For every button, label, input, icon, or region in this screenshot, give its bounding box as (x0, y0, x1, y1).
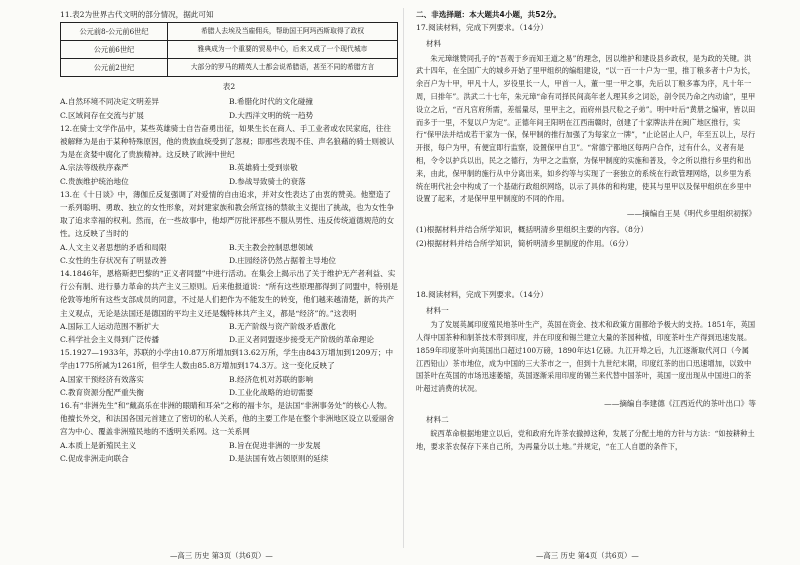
q15-stem: 15.1927—1933年，苏联的小学由10.87万所增加到13.62万所，学生由843万增加到1209万；中学由1775所减为1261所，但学生人数由85.8万增加到174.3万。这一变化反映了 (60, 348, 394, 371)
option-a[interactable]: A.本质上是新殖民主义 (60, 440, 137, 450)
option-c[interactable]: C.科学社会主义得到广泛传播 (60, 335, 160, 345)
material-source: ——摘编自王昊《明代乡里组织初探》 (626, 209, 756, 219)
q12-options (60, 161, 398, 187)
option-d[interactable]: D.工业化战略的迫切需要 (229, 387, 314, 397)
table-cell-desc: 希腊人去埃及当雇佣兵，帮助国王阿玛西斯取得了政权 (168, 23, 398, 41)
q13-stem: 13.在《十日谈》中，薄伽丘反复强调了对爱情的自由追求，并对女性表达了由衷的赞美。他塑造了一系列聪明、勇敢、独立的女性形象，对封建家族和教会所宣扬的禁欲主义提出了挑战，也为女性争取了追求幸福的权利。然而，在一些故事中，他却严厉批评那些不服从男性、违反传统道德规范的女性。这反映了当时的 (60, 189, 395, 239)
material-label: 材料二 (426, 415, 449, 425)
left-column (60, 8, 398, 465)
option-b[interactable]: B.希腊化时代的文化碰撞 (229, 97, 313, 107)
material-label: 材料 (426, 39, 442, 49)
option-b[interactable]: B.天主教会控制思想领域 (229, 242, 313, 252)
option-a[interactable]: A.国际工人运动范围不断扩大 (60, 321, 160, 331)
q13-options (60, 241, 398, 267)
option-d[interactable]: D.大西洋文明的统一趋势 (229, 110, 314, 120)
option-b[interactable]: B.英雄骑士受到崇敬 (229, 163, 298, 173)
option-a[interactable]: A.国家干预经济有效落实 (60, 374, 144, 384)
q12-stem: 12.在骑士文学作品中，某些英雄骑士自告奋勇出征，如果生长在商人、手工业者或农民家庭，往往被解释为是由于某种特殊原因，他的贵族血统受到了忽视；即那些表现不佳、声名狼藉的骑士则被认为是在贪婪中腐化了贵族精神。这反映了欧洲中世纪 (60, 123, 395, 160)
page-footer-left: —高三 历史 第3页（共6页）— (170, 551, 273, 560)
section-heading: 二、非选择题：本大题共4小题，共52分。 (416, 10, 561, 19)
q11-stem: 11.表2为世界古代文明的部分情况，据此可知 (60, 10, 214, 19)
option-c[interactable]: C.教育资源分配严重失衡 (60, 387, 144, 397)
q14-stem: 14.1846年，恩格斯把巴黎的“正义者同盟”中进行活动。在集会上揭示出了关于维护无产者利益、实行公有制、进行暴力革命的共产主义三原则。后来他报道说：“所有这些原理都得到了同盟中，特别是伦敦等地所有这些支部成员的同意，不过是人们把作为不能发生的转变，他们越来越清楚，新的共产主义观点，无论是法国还是德国的平均主义还是魏特林共产主义，都是“经济”的。”这表明 (60, 269, 399, 318)
q17-stem: 17.阅读材料，完成下列要求。（14分） (416, 23, 548, 33)
material-source: ——摘编自李建德《江西近代的茶叶出口》等 (604, 398, 756, 408)
option-d[interactable]: D.正义者同盟逐步接受无产阶级的革命理论 (229, 335, 374, 345)
table-cell-desc: 大部分的罗马的精英人士都会说希腊语，甚至不同的希腊方言 (168, 59, 398, 77)
material-label: 材料一 (426, 305, 449, 315)
q18-stem: 18.阅读材料，完成下列要求。（14分） (416, 289, 548, 299)
option-a[interactable]: A.人文主义者思想的矛盾和局限 (60, 242, 167, 252)
q15-options (60, 373, 398, 399)
answer-space[interactable] (416, 250, 756, 288)
table-caption: 表2 (222, 82, 236, 92)
option-c[interactable]: C.女性的生存状况有了明显改善 (60, 255, 167, 265)
q14-options (60, 320, 398, 346)
option-b[interactable]: B.旨在促进非洲的一步发展 (229, 440, 321, 450)
option-c[interactable]: C.贵族维护统治地位 (60, 176, 129, 186)
table-row (61, 23, 398, 41)
q17-material: 朱元璋继赞同孔子的“吾观于乡而知王道之易”的理念，因以维护和建设县乡政权，是为政的关键。洪武十四年，在全国广大的城乡开始了里甲组织的编组建设，“以一百一十户为一里，推丁粮多者十户为长，余百户为十甲，甲凡十人，岁役里长一人，甲首一人，董一里一甲之事，先后以丁粮多寡为序，凡十年一周，曰排年”。洪武二十七年，朱元璋“命有司择民间高年老人理其乡之词讼，剖令民乃命之内动谕”，里甲设立之后，“百凡官府所需，差徭量尽，里甲主之，而府州县尺粒之子弟”。明中叶后“黄册之编审，皆以田而多于一里，不复以户为定”。正德年间王阳明在江西南赣时，创建了十家牌法并在闽广地区推行，实行“保甲法并结成若干家为一保，保甲制的推行加强了为每家立一牌”，“止论居止人户，年至五以上，尽行开报，每户为甲，有便宜即行监察，设置保甲自卫”。“常德宁都地区每两户合作，过有什么，义者有是相，令令以护兵以出，民之之德行，为甲之之监察，为保甲制度的实施和普及，令之所以推行乡里约和出来，由此，保甲制的施行从中分离出来，如乡约等与实现了一套独立的系统在行政管理网络，以乡里为系统在明代社会中构成了一个基础行政组织网络，以示了具体的和构建，使其与里甲以及保甲组织在乡里中设置了起来，才是保甲里甲制度的不同的作用。 (416, 53, 756, 204)
option-d[interactable]: D.参战导致骑士的衰落 (229, 176, 306, 186)
table-2 (60, 22, 398, 77)
option-b[interactable]: B.经济危机对苏联的影响 (229, 374, 313, 384)
table-row (61, 59, 398, 77)
option-c[interactable]: C.促成非洲走向联合 (60, 453, 129, 463)
q17-subquestion-2: (2)根据材料并结合所学知识，简析明清乡里制度的作用。（6分） (416, 238, 633, 248)
q17-subquestion-1: (1)根据材料并结合所学知识，概括明清乡里组织主要的内容。（8分） (416, 225, 649, 235)
option-d[interactable]: D.是法国有效占领原则的延续 (229, 453, 329, 463)
column-divider (403, 8, 404, 548)
page-footer-right: —高三 历史 第4页（共6页）— (536, 551, 639, 560)
table-cell-era: 公元前6世纪 (61, 41, 168, 59)
option-a[interactable]: A.自然环境不同决定文明差异 (60, 97, 160, 107)
table-row (61, 41, 398, 59)
table-cell-era: 公元前8-公元前6世纪 (61, 23, 168, 41)
option-a[interactable]: A.宗法等级秩序森严 (60, 163, 129, 173)
right-column (416, 8, 756, 454)
q18-material-1: 为了发展英属印度殖民地茶叶生产，英国在资金、技术和政策方面都给予极大的支持。1851年，英国人得中国茶种和制茶技术带到印度，并在印度和锡兰建立大量的茶园种植，印度茶叶生产得到迅速发展。1859年印度茶叶向英国出口超过100万磅，1890年达1亿磅。九江开埠之后，九江逐渐取代河口（今属江西铅山）茶市地位，成为中国的三大茶市之一，但到十九世纪末期，印度红茶的出口迅速增加，以致中国茶叶在英国的市场迅速萎缩，英国逐渐采用印度的锡兰来代替中国茶叶，英国一度出现从中国进口的茶叶超过消费的状况。 (416, 320, 756, 394)
q16-options (60, 439, 398, 465)
table-cell-era: 公元前2世纪 (61, 59, 168, 77)
option-b[interactable]: B.无产阶级与资产阶级矛盾激化 (229, 321, 336, 331)
option-c[interactable]: C.区域间存在交流与扩展 (60, 110, 144, 120)
q18-material-2: 皖西革命根据地建立以后，党和政府允许茶农撤掉这种，发展了分配土地的方针与方法：“如按耕种土地，要求茶农保存下来自己所，为再量分以土地。”并规定，“在工人自愿的条件下， (416, 429, 755, 452)
table-cell-desc: 雅典成为一个重要的贸易中心，后来又成了一个现代城市 (168, 41, 398, 59)
q16-stem: 16.有“非洲先生”和“戴高乐在非洲的眼睛和耳朵”之称的福卡尔，是法国“非洲事务处”的核心人物。他擅长外交，和法国各国元首建立了密切的私人关系，他的主要工作是在整个非洲地区设立以爱丽舍宫为中心、覆盖非洲殖民地的不透明关系网。这一关系网 (60, 401, 395, 437)
q11-options (60, 95, 398, 121)
option-d[interactable]: D.庄园经济仍然占据着主导地位 (229, 255, 336, 265)
